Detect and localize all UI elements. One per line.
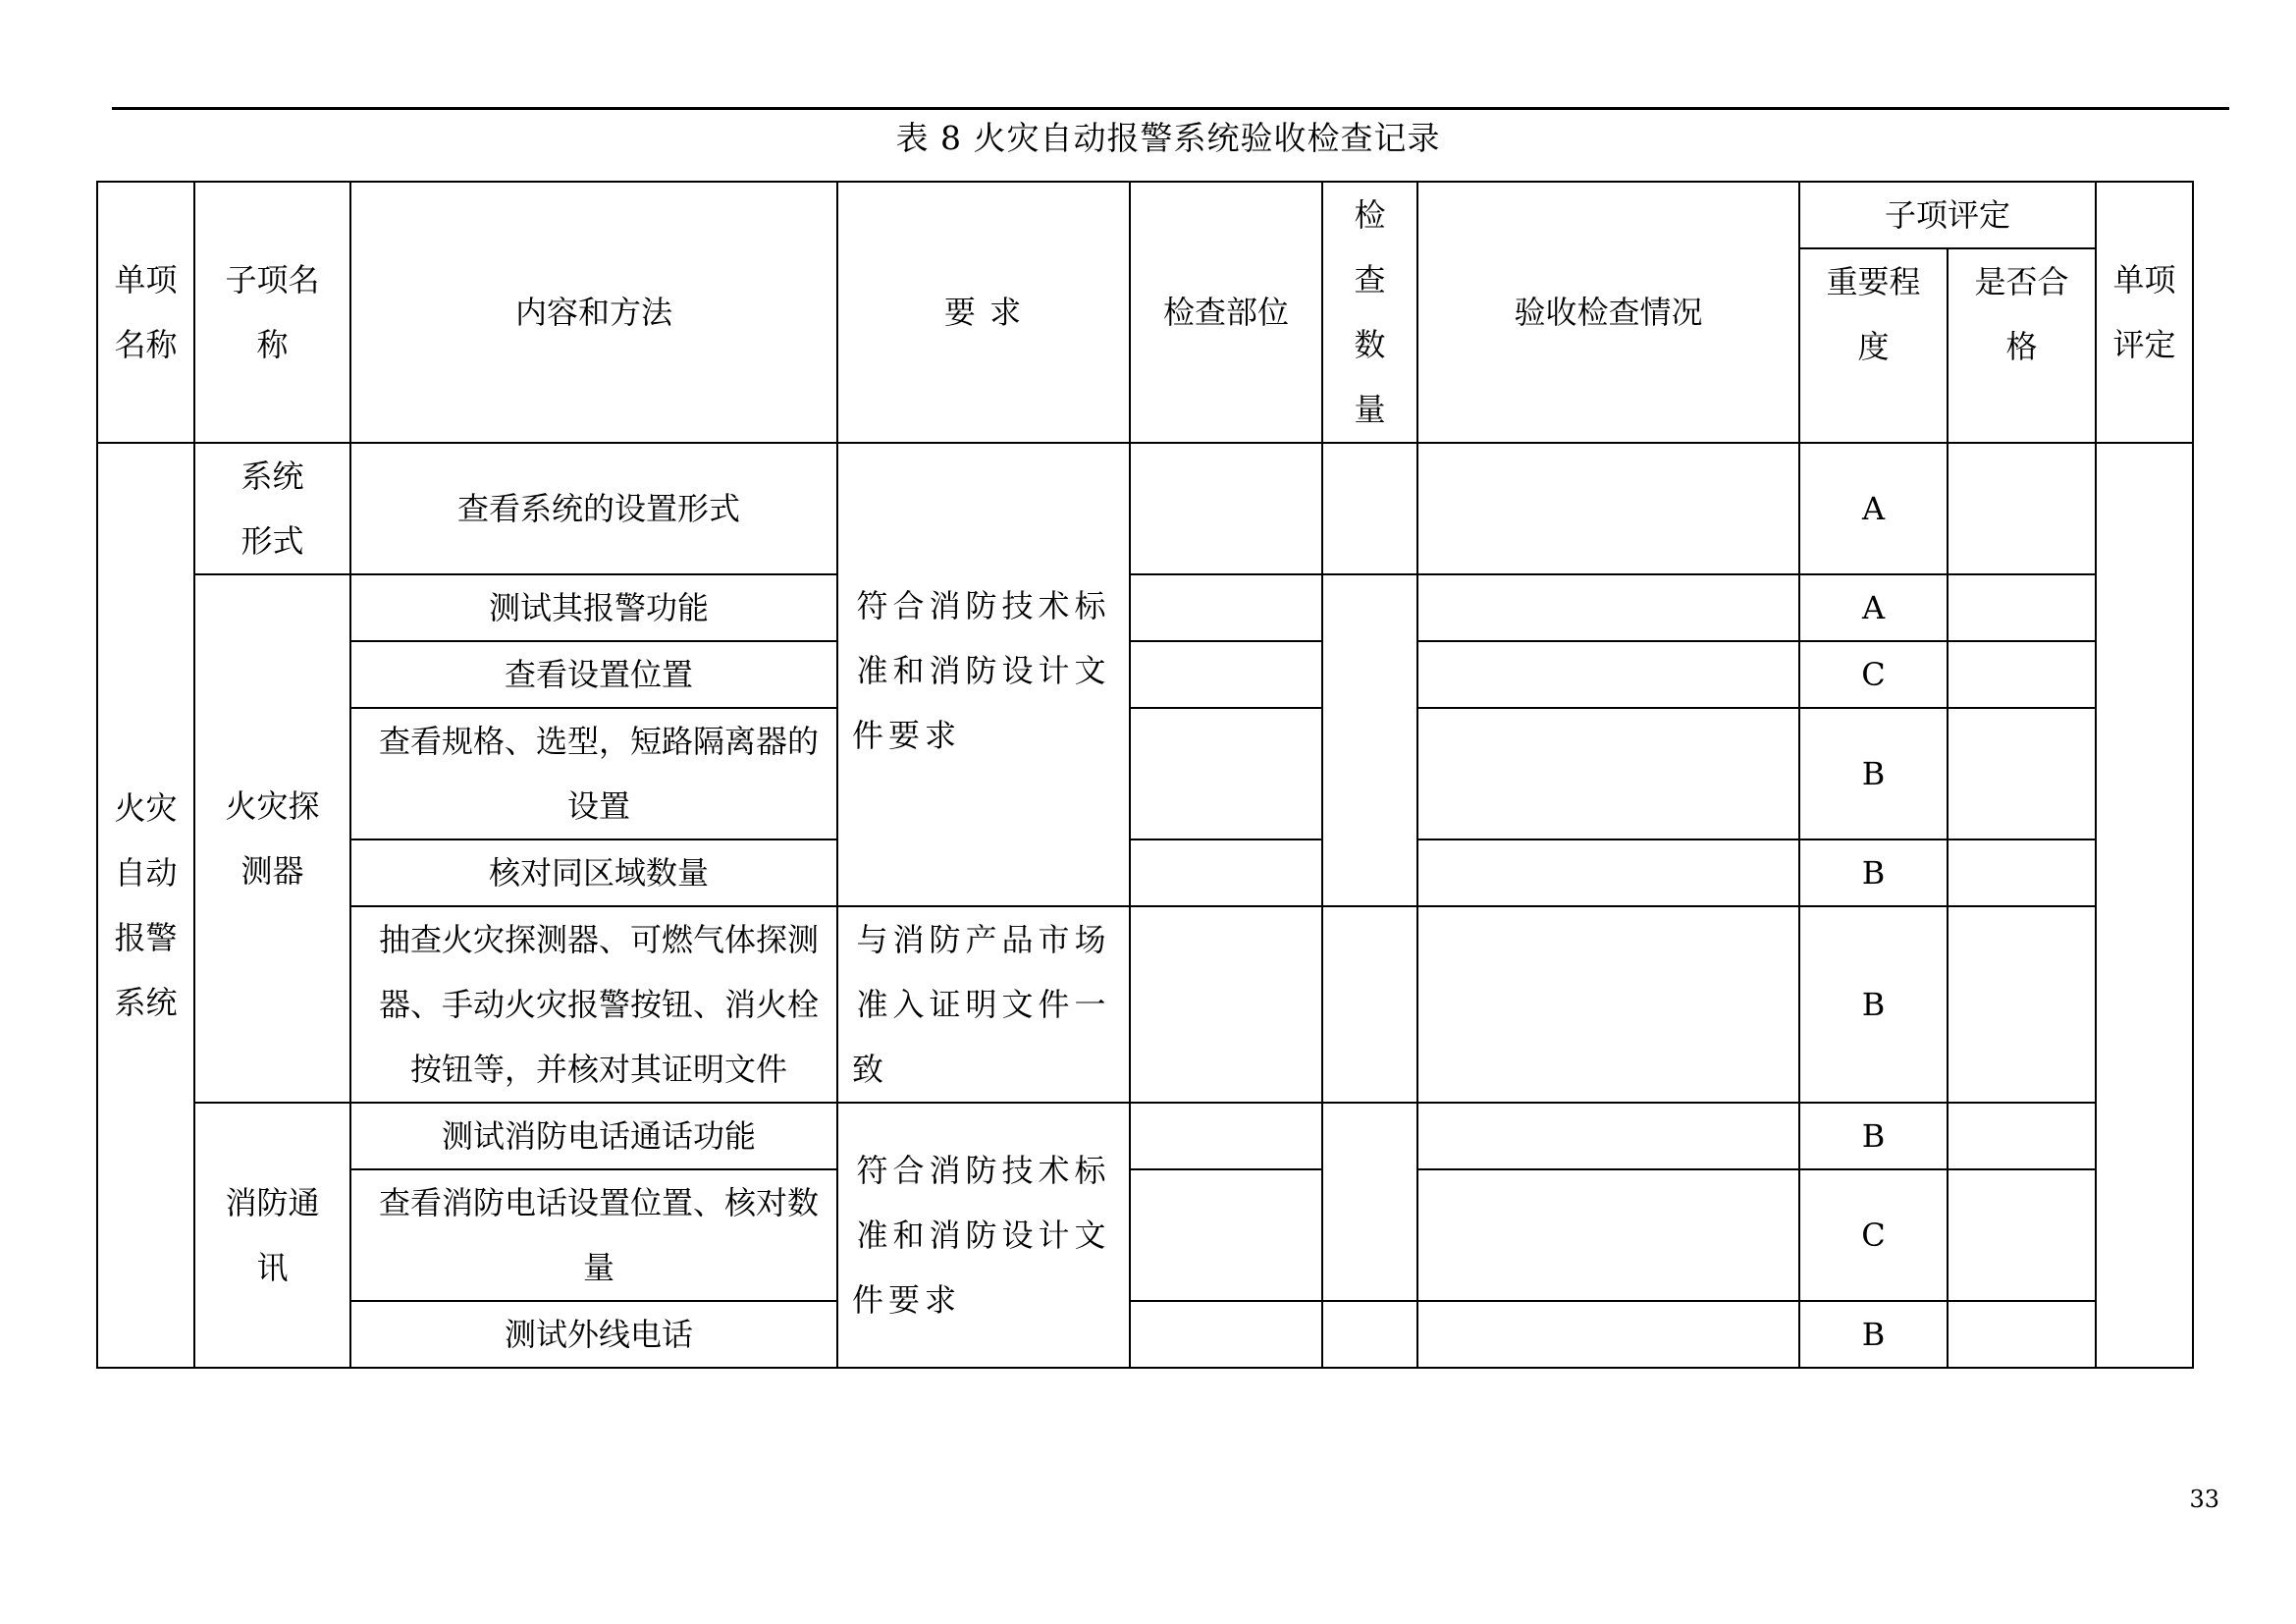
- content-cell: 查看消防电话设置位置、核对数量: [350, 1169, 837, 1301]
- inspection-cell: [1417, 708, 1799, 839]
- subitem-detectors: 火灾探测器: [194, 574, 350, 1103]
- qualified-cell: [1948, 839, 2096, 906]
- location-cell: [1130, 906, 1322, 1103]
- grade-cell: B: [1799, 839, 1948, 906]
- header-requirement: 要 求: [837, 182, 1130, 443]
- location-cell: [1130, 839, 1322, 906]
- inspection-cell: [1417, 906, 1799, 1103]
- page-number: 33: [2189, 1486, 2219, 1513]
- quantity-cell: [1322, 1103, 1417, 1301]
- grade-cell: B: [1799, 906, 1948, 1103]
- inspection-cell: [1417, 443, 1799, 574]
- qualified-cell: [1948, 906, 2096, 1103]
- table-title: 表 8 火灾自动报警系统验收检查记录: [895, 119, 1441, 157]
- requirement-cell: 与消防产品市场准入证明文件一致: [837, 906, 1130, 1103]
- qualified-cell: [1948, 574, 2096, 641]
- qualified-cell: [1948, 1169, 2096, 1301]
- location-cell: [1130, 443, 1322, 574]
- grade-cell: B: [1799, 1103, 1948, 1169]
- content-cell: 核对同区域数量: [350, 839, 837, 906]
- content-cell: 查看规格、选型，短路隔离器的设置: [350, 708, 837, 839]
- location-cell: [1130, 1103, 1322, 1169]
- inspection-cell: [1417, 641, 1799, 708]
- grade-cell: C: [1799, 1169, 1948, 1301]
- location-cell: [1130, 1169, 1322, 1301]
- header-qualified: 是否合格: [1948, 248, 2096, 443]
- content-cell: 查看设置位置: [350, 641, 837, 708]
- requirement-cell: 符合消防技术标准和消防设计文件要求: [837, 443, 1130, 906]
- inspection-cell: [1417, 574, 1799, 641]
- grade-cell: B: [1799, 1301, 1948, 1368]
- quantity-cell: [1322, 574, 1417, 906]
- subitem-communication: 消防通讯: [194, 1103, 350, 1368]
- content-cell: 测试外线电话: [350, 1301, 837, 1368]
- header-subitem-name: 子项名称: [194, 182, 350, 443]
- qualified-cell: [1948, 1301, 2096, 1368]
- header-subitem-eval: 子项评定: [1799, 182, 2096, 248]
- item-name-cell: 火灾自动报警系统: [97, 443, 194, 1368]
- header-quantity: 检查数量: [1322, 182, 1417, 443]
- content-cell: 查看系统的设置形式: [350, 443, 837, 574]
- top-rule: [112, 107, 2229, 110]
- inspection-cell: [1417, 839, 1799, 906]
- quantity-cell: [1322, 906, 1417, 1103]
- header-importance: 重要程度: [1799, 248, 1948, 443]
- grade-cell: B: [1799, 708, 1948, 839]
- inspection-cell: [1417, 1301, 1799, 1368]
- content-cell: 抽查火灾探测器、可燃气体探测器、手动火灾报警按钮、消火栓按钮等，并核对其证明文件: [350, 906, 837, 1103]
- inspection-cell: [1417, 1103, 1799, 1169]
- qualified-cell: [1948, 443, 2096, 574]
- location-cell: [1130, 574, 1322, 641]
- item-eval-cell: [2096, 443, 2193, 1368]
- inspection-cell: [1417, 1169, 1799, 1301]
- qualified-cell: [1948, 1103, 2096, 1169]
- location-cell: [1130, 708, 1322, 839]
- grade-cell: A: [1799, 574, 1948, 641]
- content-cell: 测试消防电话通话功能: [350, 1103, 837, 1169]
- subitem-system-form: 系统形式: [194, 443, 350, 574]
- grade-cell: C: [1799, 641, 1948, 708]
- content-cell: 测试其报警功能: [350, 574, 837, 641]
- qualified-cell: [1948, 708, 2096, 839]
- header-item-name: 单项名称: [97, 182, 194, 443]
- quantity-cell: [1322, 1301, 1417, 1368]
- header-location: 检查部位: [1130, 182, 1322, 443]
- quantity-cell: [1322, 443, 1417, 574]
- location-cell: [1130, 1301, 1322, 1368]
- header-inspection: 验收检查情况: [1417, 182, 1799, 443]
- header-item-eval: 单项评定: [2096, 182, 2193, 443]
- qualified-cell: [1948, 641, 2096, 708]
- grade-cell: A: [1799, 443, 1948, 574]
- header-content-method: 内容和方法: [350, 182, 837, 443]
- location-cell: [1130, 641, 1322, 708]
- requirement-cell: 符合消防技术标准和消防设计文件要求: [837, 1103, 1130, 1368]
- inspection-record-table: [96, 181, 2194, 1369]
